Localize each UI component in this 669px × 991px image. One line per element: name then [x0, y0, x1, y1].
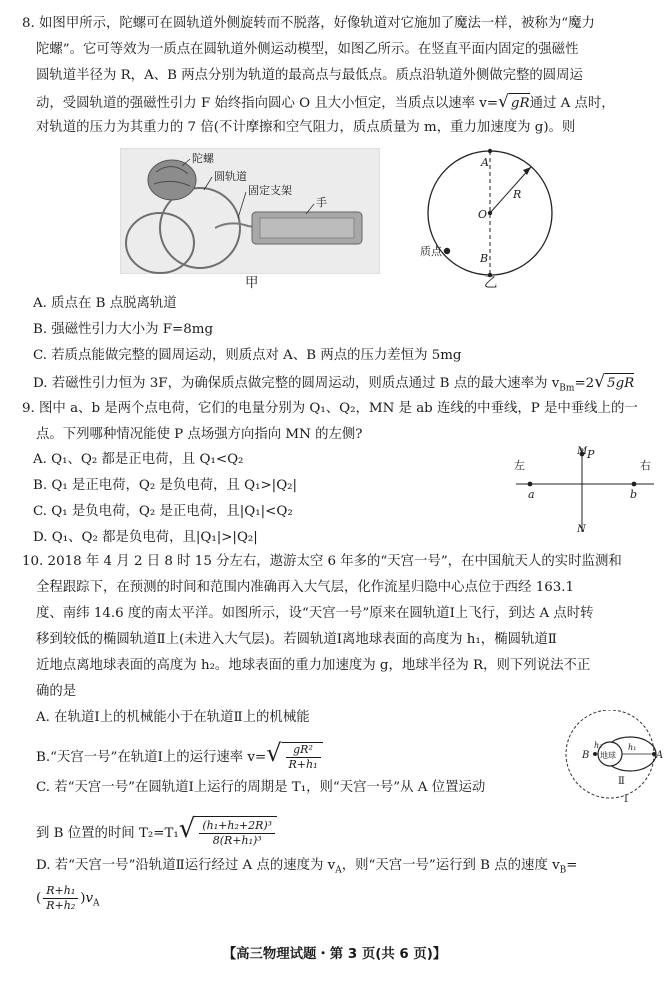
- q10-line6: 确的是: [36, 684, 77, 699]
- label-a: a: [528, 488, 535, 501]
- q8-line4-c: 通过 A 点时，: [529, 96, 615, 111]
- center-point: [488, 211, 492, 215]
- q8-line3: 圆轨道半径为 R，A、B 两点分别为轨道的最高点与最低点。质点沿轨道外侧做完整的圆周运: [36, 68, 583, 83]
- q8-option-d-sqrt: 5gR: [605, 373, 634, 394]
- label-right: 右: [640, 459, 651, 472]
- q9-option-d: D. Q₁、Q₂ 都是负电荷，且|Q₁|>|Q₂|: [33, 530, 258, 545]
- radius-arrow: [523, 167, 531, 175]
- q10-option-c-text: 到 B 位置的时间 T₂=T₁: [36, 826, 179, 841]
- label-left: 左: [514, 459, 525, 472]
- q10-option-d-line1: [36, 856, 578, 881]
- q8-line4-a: 动，受圆轨道的强磁性引力 F 始终指向圆心 O 且大小恒定，当质点以速率 v=: [36, 96, 499, 111]
- q9-line1: 9. 图中 a、b 是两个点电荷，它们的电量分别为 Q₁、Q₂，MN 是 ab 连线的中垂线，P 是中垂线上的一: [22, 401, 638, 416]
- charge-a: [528, 482, 533, 487]
- label-zhidian: 质点: [420, 245, 442, 258]
- q8-line5: 对轨道的压力为其重力的 7 倍(不计摩擦和空气阻力，质点质量为 m，重力加速度为 g)。则: [36, 120, 576, 135]
- q9-option-b: B. Q₁ 是正电荷，Q₂ 是负电荷，且 Q₁>|Q₂|: [33, 478, 298, 493]
- q8-option-d-eq: =2: [574, 376, 595, 391]
- label-zhijia: 固定支架: [248, 184, 292, 197]
- q10-option-d-den: R+h₂: [46, 899, 76, 912]
- grip-inner: [260, 218, 354, 238]
- q8-line1: 8. 如图甲所示，陀螺可在圆轨道外侧旋转而不脱落，好像轨道对它施加了魔法一样，被称为“魔力: [22, 16, 595, 31]
- label-orbit-II: Ⅱ: [618, 776, 625, 787]
- q8-line4: 动，受圆轨道的强磁性引力 F 始终指向圆心 O 且大小恒定，当质点以速率 v=√ gR通过 A 点时，: [36, 92, 615, 112]
- q10-option-d-num: R+h₁: [43, 884, 78, 899]
- q8-figure-jia-caption: 甲: [245, 276, 259, 291]
- q8-figure-jia: [120, 148, 380, 274]
- label-B: B: [480, 252, 489, 265]
- q10-option-d-text2: ，则“天宫一号”运行到 B 点的速度 v: [341, 858, 560, 873]
- q8-option-b: B. 强磁性引力大小为 F=8mg: [33, 322, 214, 337]
- q10-option-b-text: B.“天宫一号”在轨道Ⅰ上的运行速率 v=: [36, 750, 267, 765]
- label-h2: h₂: [594, 741, 603, 750]
- q10-line4: 移到较低的椭圆轨道Ⅱ上(未进入大气层)。若圆轨道Ⅰ离地球表面的高度为 h₁，椭圆轨道Ⅱ: [36, 632, 557, 647]
- q10-option-d-fraction: [43, 884, 78, 913]
- label-tuoluo: 陀螺: [192, 152, 214, 165]
- label-O: O: [478, 208, 488, 221]
- particle: [444, 248, 450, 254]
- q10-option-d-text1: D. 若“天宫一号”沿轨道Ⅱ运行经过 A 点的速度为 v: [36, 858, 336, 873]
- q10-option-c-line2: 到 B 位置的时间 T₂=T₁√ $\frac{\text{(h₁+h₂+2R)³}}{\text{8(R+h₁)³}}$: [36, 812, 277, 851]
- q9-label-N: N: [577, 524, 586, 535]
- q10-option-d-subB: B: [559, 865, 567, 876]
- label-b: b: [630, 488, 638, 501]
- q8-option-c: C. 若质点能做完整的圆周运动，则质点对 A、B 两点的压力差恒为 5mg: [33, 348, 462, 363]
- q10-option-b-den: R+h₁: [288, 758, 318, 771]
- q10-option-c-fraction: [199, 819, 275, 848]
- q8-figure-yi: [410, 140, 570, 280]
- label-A: A: [656, 750, 664, 761]
- q8-option-d-sub: Bm: [559, 383, 575, 394]
- q10-option-d-subA2: A: [93, 898, 100, 909]
- q9-option-c: C. Q₁ 是负电荷，Q₂ 是正电荷，且|Q₁|<Q₂: [33, 504, 293, 519]
- q8-sqrt-gR: gR: [509, 93, 530, 114]
- label-B: B: [582, 750, 590, 761]
- q10-option-d-line2: ( $\frac{\text{R+h₁}}{\text{R+h₂}}$ )$v_A$: [36, 884, 100, 912]
- label-shou: 手: [316, 196, 327, 209]
- q9-label-M: M: [577, 446, 588, 457]
- q8-option-d: D. 若磁性引力恒为 3F，为确保质点做完整的圆周运动，则质点通过 B 点的最大速率为 $v_{Bm}=2√$ 5gR: [33, 372, 635, 394]
- q10-option-b-fraction: [286, 743, 321, 772]
- label-A: A: [481, 156, 489, 169]
- point-B: [593, 752, 597, 756]
- q10-option-d-subA: A: [335, 865, 342, 876]
- q9-option-a: A. Q₁、Q₂ 都是正电荷，且 Q₁<Q₂: [33, 452, 244, 467]
- q9-line2: 点。下列哪种情况能使 P 点场强方向指向 MN 的左侧?: [36, 427, 363, 442]
- radius-line: [490, 167, 531, 213]
- q10-option-c-den: 8(R+h₁)³: [212, 834, 262, 847]
- q10-option-d-eq: =: [566, 858, 578, 873]
- q10-line2: 全程跟踪下，在预测的时间和范围内准确再入大气层，化作流星归隐中心点位于西经 163.1: [36, 580, 575, 595]
- page-footer: 【高三物理试题・第 3 页(共 6 页)】: [222, 947, 447, 962]
- q10-line1: 10. 2018 年 4 月 2 日 8 时 15 分左右，遨游太空 6 年多的“天宫一号”，在中国航天人的实时监测和: [22, 554, 622, 569]
- q10-line5: 近地点离地球表面的高度为 h₂。地球表面的重力加速度为 g，地球半径为 R，则下列说法不正: [36, 658, 591, 673]
- q8-figure-yi-caption: 乙: [484, 276, 498, 291]
- q10-option-a: A. 在轨道Ⅰ上的机械能小于在轨道Ⅱ上的机械能: [36, 710, 310, 725]
- charge-b: [632, 482, 637, 487]
- label-earth: 地球: [600, 751, 616, 760]
- label-R: R: [513, 188, 522, 201]
- label-orbit-I: Ⅰ: [624, 794, 628, 805]
- q10-line3: 度、南纬 14.6 度的南太平洋。如图所示，设“天宫一号”原来在圆轨道Ⅰ上飞行，到达 A 点时转: [36, 606, 594, 621]
- q10-option-b: B.“天宫一号”在轨道Ⅰ上的运行速率 v=√ $\frac{\text{gR²}}{\text{R+h₁}}$: [36, 738, 323, 773]
- point-A: [488, 149, 492, 153]
- q10-figure: [564, 710, 666, 806]
- q10-option-d-v: v: [85, 891, 94, 906]
- label-h1: h₁: [628, 743, 637, 752]
- label-P: P: [587, 448, 595, 461]
- q8-line2: 陀螺”。它可等效为一质点在圆轨道外侧运动模型，如图乙所示。在竖直平面内固定的强磁性: [36, 42, 579, 57]
- q10-option-c-line1: C. 若“天宫一号”在圆轨道Ⅰ上运行的周期是 T₁，则“天宫一号”从 A 位置运动: [36, 780, 486, 795]
- q10-option-b-num: gR²: [286, 743, 321, 758]
- q8-option-d-text: D. 若磁性引力恒为 3F，为确保质点做完整的圆周运动，则质点通过 B 点的最大速率为 v: [33, 376, 560, 391]
- q8-option-a: A. 质点在 B 点脱离轨道: [33, 296, 177, 311]
- q10-option-c-num: (h₁+h₂+2R)³: [199, 819, 275, 834]
- label-yuanguidao: 圆轨道: [214, 170, 247, 183]
